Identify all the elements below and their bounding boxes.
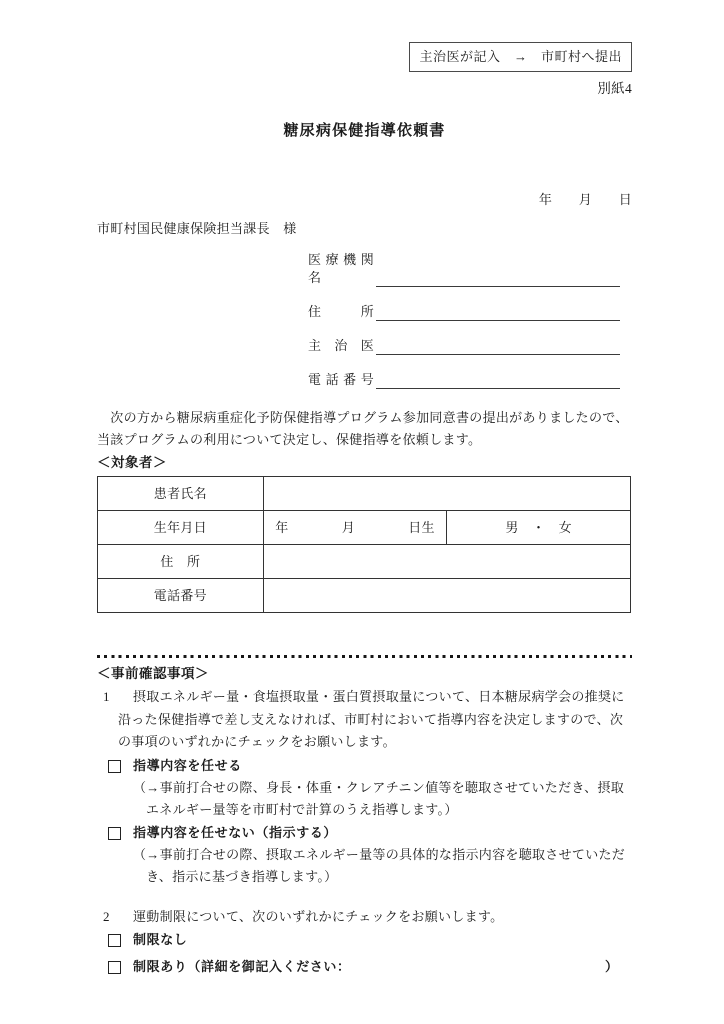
sender-field-phone	[308, 365, 620, 389]
intro-paragraph	[97, 407, 632, 451]
phone-label: 電話番号	[308, 372, 374, 387]
table-row-birthdate	[98, 511, 631, 545]
no-restriction-checkbox[interactable]	[108, 934, 121, 947]
intro-line-2: 当該プログラムの利用について決定し、保健指導を依頼します。	[97, 432, 482, 447]
table-phone-label: 電話番号	[98, 579, 264, 613]
patient-name-label: 患者氏名	[98, 477, 264, 511]
table-row-patient-name	[98, 477, 631, 511]
entrust-guidance-checkbox[interactable]	[108, 760, 121, 773]
intro-line-1: 次の方から糖尿病重症化予防保健指導プログラム参加同意書の提出がありましたので、	[97, 410, 629, 425]
option-has-restriction	[97, 956, 632, 978]
item-1-text: 摂取エネルギー量・食塩摂取量・蛋白質摂取量について、日本糖尿病学会の推奨に沿った保健指導で差し支えなければ、市町村において指導内容を決定しますので、次の事項のいずれかにチェックをお願いします。	[118, 689, 625, 749]
dotted-divider	[97, 655, 632, 658]
sender-field-medical-institution	[308, 252, 620, 287]
entrust-guidance-note: （→事前打合せの際、身長・体重・クレアチニン値等を聴取させていただき、摂取エネルギー量等を市町村で計算のうえ指導します。）	[133, 779, 625, 817]
medical-institution-label: 医療機関名	[308, 252, 374, 285]
sender-field-attending-doctor	[308, 331, 620, 355]
stamp-row	[97, 42, 632, 72]
has-restriction-paren-close: ）	[605, 959, 619, 974]
date-line: 年 月 日	[538, 192, 632, 207]
table-address-cell[interactable]	[263, 545, 630, 579]
address-write-line[interactable]	[376, 301, 620, 321]
attachment-label: 別紙4	[597, 81, 632, 96]
birthdate-label: 生年月日	[98, 511, 264, 545]
has-restriction-checkbox[interactable]	[108, 961, 121, 974]
table-phone-cell[interactable]	[263, 579, 630, 613]
table-row-address	[98, 545, 631, 579]
item-2-text: 運動制限について、次のいずれかにチェックをお願いします。	[133, 908, 504, 924]
option-not-entrust-guidance	[97, 822, 632, 888]
subject-section-heading: ＜対象者＞	[97, 455, 167, 470]
attending-doctor-write-line[interactable]	[376, 335, 620, 355]
phone-write-line[interactable]	[376, 369, 620, 389]
subject-table	[97, 476, 631, 613]
page-title: 糖尿病保健指導依頼書	[283, 122, 446, 139]
not-entrust-guidance-checkbox[interactable]	[108, 827, 121, 840]
stamp-box	[409, 42, 632, 72]
option-entrust-guidance	[97, 755, 632, 821]
option-no-restriction	[97, 929, 632, 951]
birthdate-cell[interactable]: 年 月 日生	[263, 511, 447, 545]
attending-doctor-label: 主治医	[308, 338, 374, 353]
sender-block	[308, 252, 620, 389]
item-2-number: 2	[103, 908, 110, 924]
stamp-text: 主治医が記入 → 市町村へ提出	[419, 49, 622, 64]
patient-name-cell[interactable]	[263, 477, 630, 511]
table-row-phone	[98, 579, 631, 613]
has-restriction-label: 制限あり（詳細を御記入ください：	[133, 959, 351, 974]
addressee-line: 市町村国民健康保険担当課長 様	[97, 221, 297, 236]
entrust-guidance-label: 指導内容を任せる	[133, 757, 242, 773]
item-1-number: 1	[103, 689, 110, 704]
not-entrust-guidance-note: （→事前打合せの際、摂取エネルギー量等の具体的な指示内容を聴取させていただき、指示に基づき指導します。）	[133, 846, 626, 884]
table-address-label: 住 所	[98, 545, 264, 579]
precheck-item-1	[97, 686, 632, 754]
precheck-item-2	[97, 906, 632, 929]
gender-cell[interactable]: 男 ・ 女	[447, 511, 631, 545]
precheck-section-heading: ＜事前確認事項＞	[97, 666, 209, 681]
sender-field-address	[308, 297, 620, 321]
address-label: 住所	[308, 304, 374, 319]
not-entrust-guidance-label: 指導内容を任せない（指示する）	[133, 824, 338, 840]
medical-institution-write-line[interactable]	[376, 267, 620, 287]
no-restriction-label: 制限なし	[133, 932, 188, 947]
